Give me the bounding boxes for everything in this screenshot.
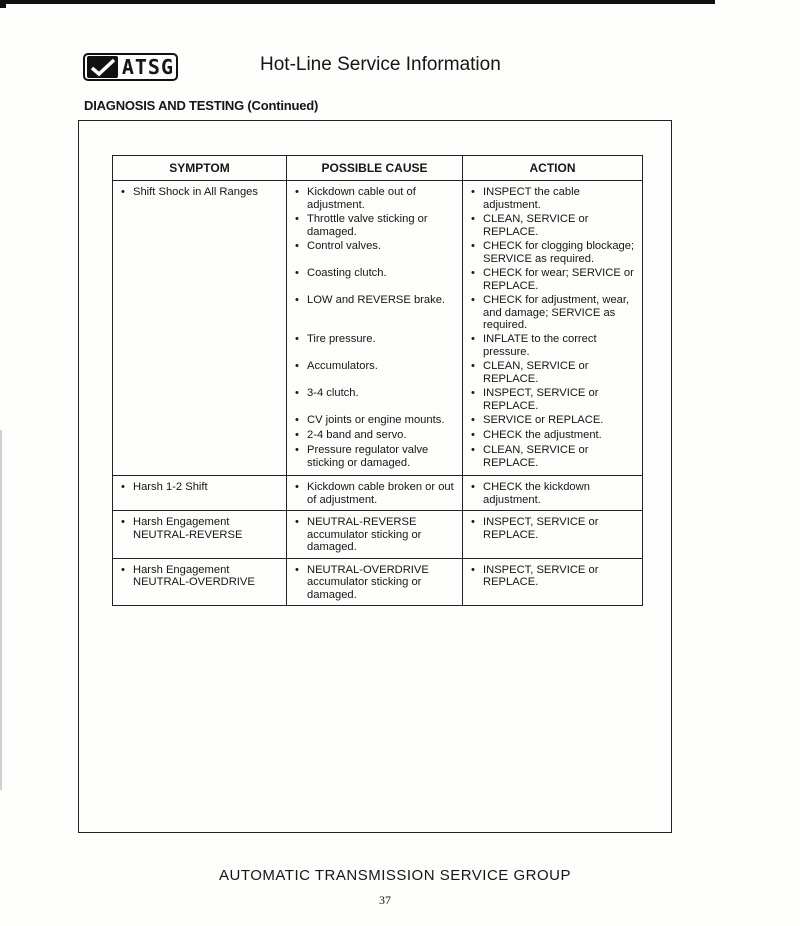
symptom-line: • Harsh Engagement [133,516,230,528]
action-item: • INFLATE to the correct pressure. [469,333,638,360]
symptom-cell [113,181,287,476]
table-row [113,558,643,606]
symptom-cell [113,511,287,559]
action-cell [463,181,643,476]
cause-item: • LOW and REVERSE brake. [293,294,458,333]
page-number: 37 [379,893,391,907]
cause-item: • Pressure regulator valve sticking or damaged. [293,444,458,471]
top-rule [0,0,715,4]
symptom-line: NEUTRAL-REVERSE [133,528,243,541]
cause-cell [287,511,463,559]
action-item: • INSPECT, SERVICE or REPLACE. [469,516,638,541]
diagnosis-table [112,155,643,606]
table-row [113,476,643,511]
symptom-cell [113,558,287,606]
action-item: • SERVICE or REPLACE. [469,414,638,429]
column-header-action: ACTION [463,156,643,181]
cause-item: • Throttle valve sticking or damaged. [293,213,458,240]
action-item: • CLEAN, SERVICE or REPLACE. [469,213,638,240]
column-header-possible-cause: POSSIBLE CAUSE [287,156,463,181]
action-item: • INSPECT, SERVICE or REPLACE. [469,387,638,414]
symptom-line: NEUTRAL-OVERDRIVE [133,576,255,588]
table-row [113,511,643,559]
cause-item: • 2-4 band and servo. [293,429,458,444]
action-item: • CHECK for wear; SERVICE or REPLACE. [469,267,638,294]
action-cell [463,511,643,559]
cause-item: • Kickdown cable broken or out of adjustment. [293,481,458,506]
column-header-symptom: SYMPTOM [113,156,287,181]
cause-cell [287,558,463,606]
cause-item: • Control valves. [293,240,458,267]
symptom-line: • Harsh Engagement [133,563,230,576]
action-item: • CHECK for adjustment, wear, and damage; SERVICE as required. [469,294,638,333]
cause-item: • CV joints or engine mounts. [293,414,458,429]
symptom-item [119,516,282,541]
action-item: • CLEAN, SERVICE or REPLACE. [469,360,638,387]
action-cell [463,476,643,511]
cause-cell [287,181,463,476]
action-item: • CHECK for clogging blockage; SERVICE as required. [469,240,638,267]
cause-item: • Kickdown cable out of adjustment. [293,186,458,213]
action-item: • INSPECT, SERVICE or REPLACE. [469,564,638,589]
atsg-logo [83,53,178,81]
cause-item: • NEUTRAL-OVERDRIVE accumulator sticking or damaged. [293,564,458,602]
cause-item: • Tire pressure. [293,333,458,360]
page-title: Hot-Line Service Information [260,54,501,75]
symptom-cell [113,476,287,511]
section-heading: DIAGNOSIS AND TESTING (Continued) [84,98,319,113]
symptom-item: • Harsh 1-2 Shift [119,481,282,494]
cause-cell [287,476,463,511]
symptom-item: • Shift Shock in All Ranges [119,186,282,213]
table-header-row [113,156,643,181]
action-item: • INSPECT the cable adjustment. [469,186,638,213]
action-cell [463,558,643,606]
checkmark-icon [87,56,118,78]
scan-edge [0,430,2,790]
top-rule-tick [0,0,6,8]
cause-item: • NEUTRAL-REVERSE accumulator sticking or damaged. [293,516,458,554]
action-item: • CHECK the adjustment. [469,429,638,444]
logo-text: ATSG [121,55,174,79]
cause-item: • Coasting clutch. [293,267,458,294]
cause-item: • 3-4 clutch. [293,387,458,414]
symptom-item [119,564,282,589]
footer-organization: AUTOMATIC TRANSMISSION SERVICE GROUP [219,867,571,884]
table-row [113,181,643,476]
action-item: • CHECK the kickdown adjustment. [469,481,638,506]
action-item: • CLEAN, SERVICE or REPLACE. [469,444,638,471]
cause-item: • Accumulators. [293,360,458,387]
